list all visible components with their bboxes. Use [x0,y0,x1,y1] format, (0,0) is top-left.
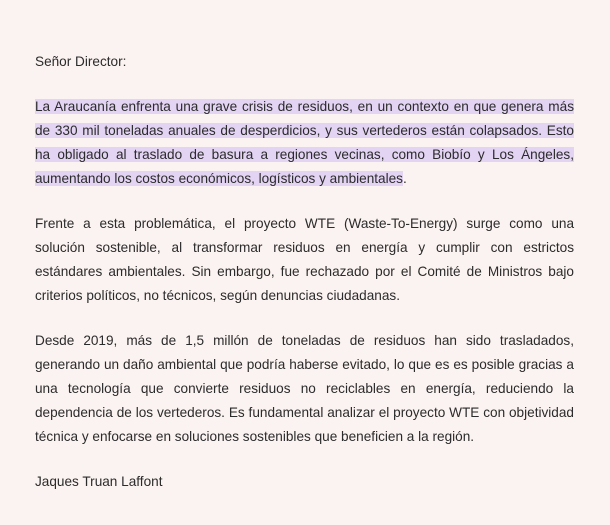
salutation: Señor Director: [35,54,127,69]
paragraph-1-period: . [402,171,407,186]
highlighted-text: La Araucanía enfrenta una grave crisis de residuos, en un contexto en que genera más de 330 mil toneladas anuales de desperdicios, y sus vertederos están colapsados. Esto ha obligado al traslado de basura a regiones vecinas, como Biobío y Los Ángeles, aumentando los costos económicos, logísticos y ambientales [35,99,574,186]
paragraph-1 [35,95,574,191]
paragraph-2: Frente a esta problemática, el proyecto WTE (Waste-To-Energy) surge como una solución sostenible, al transformar residuos en energía y cumplir con estrictos estándares ambientales. Sin embargo, fue rechazado por el Comité de Ministros bajo criterios políticos, no técnicos, según denuncias ciudadanas. [35,216,574,303]
signature: Jaques Truan Laffont [35,474,163,489]
paragraph-3: Desde 2019, más de 1,5 millón de toneladas de residuos han sido trasladados, generando un daño ambiental que podría haberse evitado, lo que es es posible gracias a una tecnología que convierte residuos no reciclables en energía, reduciendo la dependencia de los vertederos. Es fundamental analizar el proyecto WTE con objetividad técnica y enfocarse en soluciones sostenibles que beneficien a la región. [35,333,574,444]
